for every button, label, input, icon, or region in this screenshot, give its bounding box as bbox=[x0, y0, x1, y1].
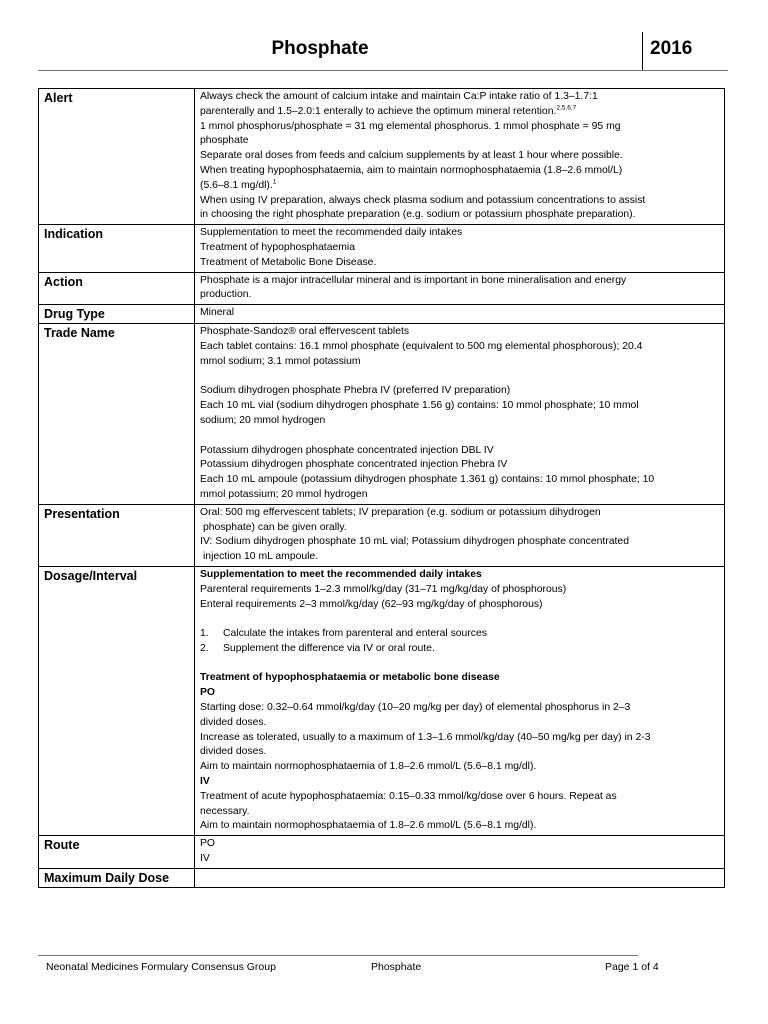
indication-line: Treatment of hypophosphataemia bbox=[200, 241, 355, 253]
dosage-subheading: PO bbox=[200, 687, 216, 699]
dosage-line: Aim to maintain normophosphataemia of 1.8–2.6 mmol/L (5.6–8.1 mg/dl). bbox=[200, 820, 537, 832]
presentation-text bbox=[195, 504, 725, 566]
drug-type-label: Drug Type bbox=[39, 305, 195, 324]
route-line: PO bbox=[200, 838, 216, 850]
trade-name-line: mmol potassium; 20 mmol hydrogen bbox=[200, 488, 368, 500]
alert-line: in choosing the right phosphate preparation (e.g. sodium or potassium phosphate preparation). bbox=[200, 209, 636, 221]
presentation-label: Presentation bbox=[39, 504, 195, 566]
alert-line: Separate oral doses from feeds and calcium supplements by at least 1 hour where possible. bbox=[200, 150, 623, 162]
header-rule bbox=[38, 70, 728, 71]
dosage-line: divided doses. bbox=[200, 716, 267, 728]
trade-name-line: Each 10 mL ampoule (potassium dihydrogen phosphate 1.361 g) contains: 10 mmol phosphate; 10 bbox=[200, 474, 655, 486]
list-item: 1. Calculate the intakes from parenteral and enteral sources bbox=[200, 628, 487, 640]
alert-text bbox=[195, 89, 725, 225]
header-year: 2016 bbox=[650, 38, 693, 59]
dosage-heading: Supplementation to meet the recommended daily intakes bbox=[200, 568, 482, 580]
trade-name-line: Phosphate-Sandoz® oral effervescent tablets bbox=[200, 326, 410, 338]
reference-superscript: 1 bbox=[272, 178, 277, 186]
action-line: Phosphate is a major intracellular mineral and is important in bone mineralisation and energy bbox=[200, 274, 627, 286]
page-title: Phosphate bbox=[271, 38, 369, 59]
alert-line: parenterally and 1.5–2.0:1 enterally to achieve the optimum mineral retention.$^{2,5,6,7}$ bbox=[200, 104, 577, 117]
indication-line: Supplementation to meet the recommended daily intakes bbox=[200, 227, 463, 239]
footer-page-number: Page 1 of 4 bbox=[605, 961, 659, 973]
dosage-subheading: IV bbox=[200, 776, 210, 788]
indication-line: Treatment of Metabolic Bone Disease. bbox=[200, 256, 377, 268]
action-label: Action bbox=[39, 272, 195, 305]
dosage-text bbox=[195, 566, 725, 835]
row-alert bbox=[39, 89, 725, 225]
dosage-line: Aim to maintain normophosphataemia of 1.8–2.6 mmol/L (5.6–8.1 mg/dl). bbox=[200, 761, 537, 773]
indication-text bbox=[195, 225, 725, 272]
presentation-line: Oral: 500 mg effervescent tablets; IV preparation (e.g. sodium or potassium dihydrogen bbox=[200, 506, 601, 518]
presentation-line: phosphate) can be given orally. bbox=[203, 521, 347, 533]
row-maximum-daily-dose bbox=[39, 868, 725, 887]
indication-label: Indication bbox=[39, 225, 195, 272]
trade-name-line: Each 10 mL vial (sodium dihydrogen phosphate 1.56 g) contains: 10 mmol phosphate; 10 mmol bbox=[200, 400, 639, 412]
row-action bbox=[39, 272, 725, 305]
dosage-line: necessary. bbox=[200, 805, 250, 817]
dosage-line: Parenteral requirements 1–2.3 mmol/kg/day (31–71 mg/kg/day of phosphorous) bbox=[200, 583, 567, 595]
trade-name-line: mmol sodium; 3.1 mmol potassium bbox=[200, 355, 361, 367]
route-line: IV bbox=[200, 853, 210, 865]
max-dose-text bbox=[195, 868, 725, 887]
row-indication bbox=[39, 225, 725, 272]
paragraph-gap bbox=[200, 612, 719, 627]
drug-type-line: Mineral bbox=[200, 307, 235, 319]
trade-name-text bbox=[195, 324, 725, 505]
row-trade-name bbox=[39, 324, 725, 505]
route-label: Route bbox=[39, 836, 195, 869]
row-presentation bbox=[39, 504, 725, 566]
trade-name-line: sodium; 20 mmol hydrogen bbox=[200, 414, 326, 426]
alert-line: Always check the amount of calcium intake and maintain Ca:P intake ratio of 1.3–1.7:1 bbox=[200, 91, 598, 102]
trade-name-line: Each tablet contains: 16.1 mmol phosphate (equivalent to 500 mg elemental phosphorous); 20.4 bbox=[200, 340, 643, 352]
row-dosage-interval bbox=[39, 566, 725, 835]
action-line: production. bbox=[200, 289, 252, 301]
header-divider bbox=[642, 32, 643, 70]
paragraph-gap bbox=[200, 429, 719, 444]
action-text bbox=[195, 272, 725, 305]
alert-line: 1 mmol phosphorus/phosphate = 31 mg elemental phosphorus. 1 mmol phosphate = 95 mg bbox=[200, 120, 621, 132]
paragraph-gap bbox=[200, 370, 719, 385]
row-drug-type bbox=[39, 305, 725, 324]
drug-type-text bbox=[195, 305, 725, 324]
reference-superscript: 2,5,6,7 bbox=[556, 104, 577, 112]
monograph-table bbox=[38, 88, 725, 888]
presentation-line: injection 10 mL ampoule. bbox=[203, 551, 319, 563]
footer-title: Phosphate bbox=[371, 961, 422, 973]
dosage-line: Treatment of acute hypophosphataemia: 0.15–0.33 mmol/kg/dose over 6 hours. Repeat as bbox=[200, 790, 617, 802]
footer-organisation: Neonatal Medicines Formulary Consensus Group bbox=[46, 961, 276, 973]
trade-name-line: Potassium dihydrogen phosphate concentrated injection DBL IV bbox=[200, 444, 494, 456]
list-item: 2. Supplement the difference via IV or oral route. bbox=[200, 642, 435, 654]
alert-label: Alert bbox=[39, 89, 195, 225]
alert-line: phosphate bbox=[200, 135, 249, 147]
route-text bbox=[195, 836, 725, 869]
dosage-line: Enteral requirements 2–3 mmol/kg/day (62–93 mg/kg/day of phosphorous) bbox=[200, 598, 543, 610]
alert-line: When treating hypophosphataemia, aim to maintain normophosphataemia (1.8–2.6 mmol/L) bbox=[200, 164, 623, 176]
footer-rule bbox=[38, 955, 638, 956]
dosage-line: Increase as tolerated, usually to a maximum of 1.3–1.6 mmol/kg/day (40–50 mg/kg per day) in 2-3 bbox=[200, 731, 651, 743]
alert-line: When using IV preparation, always check plasma sodium and potassium concentrations to assist bbox=[200, 194, 646, 206]
paragraph-gap bbox=[200, 657, 719, 672]
trade-name-line: Potassium dihydrogen phosphate concentrated injection Phebra IV bbox=[200, 459, 508, 471]
dosage-line: Starting dose: 0.32–0.64 mmol/kg/day (10–20 mg/kg per day) of elemental phosphorus in 2–3 bbox=[200, 702, 631, 714]
row-route bbox=[39, 836, 725, 869]
dosage-heading: Treatment of hypophosphataemia or metabolic bone disease bbox=[200, 672, 500, 684]
dosage-label: Dosage/Interval bbox=[39, 566, 195, 835]
dosage-line: divided doses. bbox=[200, 746, 267, 758]
trade-name-label: Trade Name bbox=[39, 324, 195, 505]
presentation-line: IV: Sodium dihydrogen phosphate 10 mL vial; Potassium dihydrogen phosphate concentrated bbox=[200, 536, 629, 548]
trade-name-line: Sodium dihydrogen phosphate Phebra IV (preferred IV preparation) bbox=[200, 385, 511, 397]
alert-line: (5.6–8.1 mg/dl).$^1$ bbox=[200, 178, 277, 191]
max-dose-label: Maximum Daily Dose bbox=[39, 868, 195, 887]
